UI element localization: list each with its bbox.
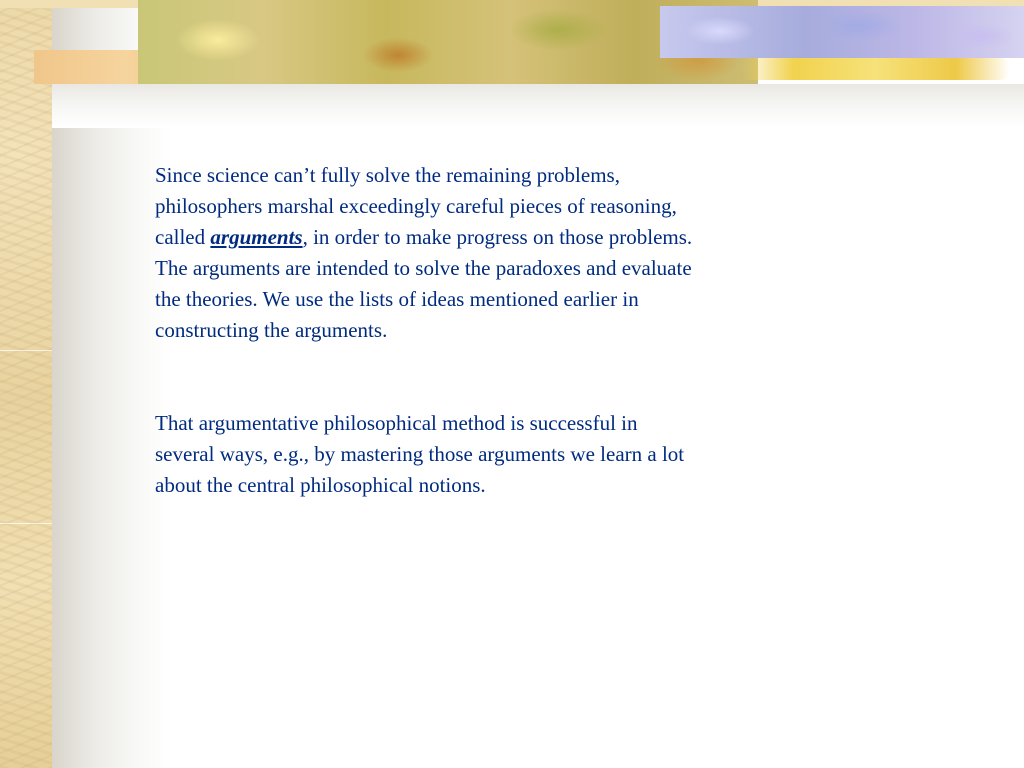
- banner-shadow: [52, 84, 1024, 128]
- slide-body: [155, 160, 835, 501]
- arguments-term: arguments: [210, 225, 303, 249]
- paragraph-text: , in order to make progress on those problems. The arguments are intended to solve the paradoxes and evaluate the theories. We use the lists of ideas mentioned earlier in constructing the arguments.: [155, 225, 693, 342]
- paragraph-text: Since science can’t fully solve the remaining problems, philosophers marshal exceedingly careful pieces of reasoning, called: [155, 163, 677, 249]
- border-divider: [0, 523, 52, 524]
- decorative-banner: [0, 0, 1024, 90]
- parchment-border: [0, 0, 52, 768]
- paragraph-method: That argumentative philosophical method is successful in several ways, e.g., by mastering those arguments we learn a lot about the central philosophical notions.: [155, 411, 685, 497]
- blue-leaves-image: [660, 6, 1024, 58]
- paragraph-arguments: [155, 160, 835, 346]
- gold-ribbon: [740, 58, 1010, 80]
- border-divider: [0, 350, 52, 351]
